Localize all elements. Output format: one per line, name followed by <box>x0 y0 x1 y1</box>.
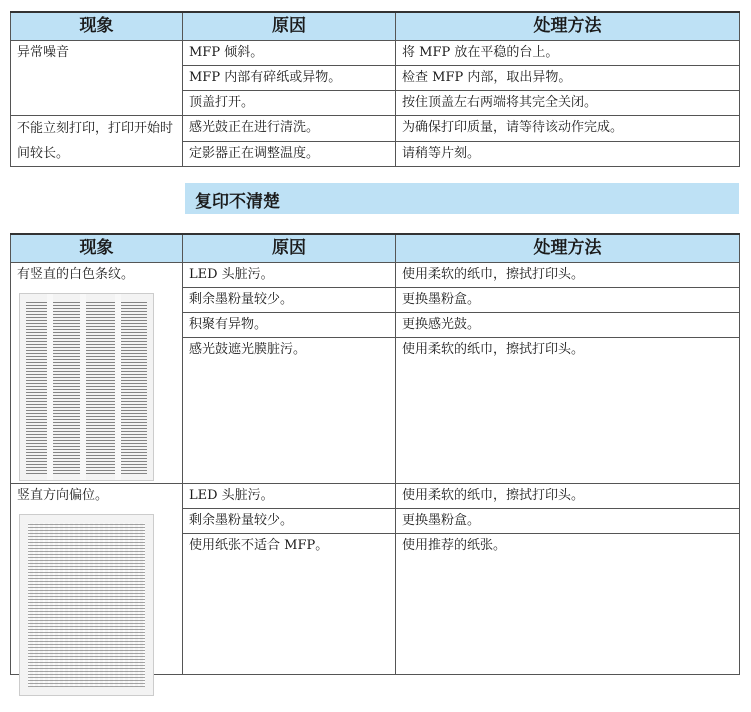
cause-cell: 剩余墨粉量较少。 <box>183 288 396 313</box>
section-header <box>185 183 739 214</box>
solution-cell: 使用柔软的纸巾，擦拭打印头。 <box>396 338 740 484</box>
cause-cell: 使用纸张不适合 MFP。 <box>183 534 396 675</box>
cause-cell: LED 头脏污。 <box>183 263 396 288</box>
cause-cell: 积聚有异物。 <box>183 313 396 338</box>
symptom-cell <box>11 484 183 675</box>
symptom-text: 竖直方向偏位。 <box>17 488 109 503</box>
solution-cell: 使用推荐的纸张。 <box>396 534 740 675</box>
solution-cell: 更换墨粉盒。 <box>396 509 740 534</box>
header-symptom: 现象 <box>11 12 183 41</box>
cause-cell: MFP 内部有碎纸或异物。 <box>183 66 396 91</box>
solution-cell: 检查 MFP 内部，取出异物。 <box>396 66 740 91</box>
vertical-misalignment-sample-image <box>19 514 154 696</box>
troubleshooting-table-noise <box>10 11 740 167</box>
solution-cell: 为确保打印质量，请等待该动作完成。 <box>396 116 740 142</box>
solution-cell: 请稍等片刻。 <box>396 141 740 167</box>
symptom-cell: 不能立刻打印，打印开始时间较长。 <box>11 116 183 167</box>
section-title: 复印不清楚 <box>195 192 280 212</box>
symptom-cell <box>11 263 183 484</box>
header-cause: 原因 <box>183 234 396 263</box>
solution-cell: 将 MFP 放在平稳的台上。 <box>396 41 740 66</box>
solution-cell: 更换感光鼓。 <box>396 313 740 338</box>
header-solution: 处理方法 <box>396 234 740 263</box>
header-cause: 原因 <box>183 12 396 41</box>
white-streaks-sample-image <box>19 293 154 481</box>
solution-cell: 使用柔软的纸巾，擦拭打印头。 <box>396 484 740 509</box>
cause-cell: LED 头脏污。 <box>183 484 396 509</box>
solution-cell: 更换墨粉盒。 <box>396 288 740 313</box>
header-solution: 处理方法 <box>396 12 740 41</box>
header-symptom: 现象 <box>11 234 183 263</box>
symptom-cell: 异常噪音 <box>11 41 183 116</box>
cause-cell: MFP 倾斜。 <box>183 41 396 66</box>
cause-cell: 定影器正在调整温度。 <box>183 141 396 167</box>
cause-cell: 感光鼓正在进行清洗。 <box>183 116 396 142</box>
cause-cell: 顶盖打开。 <box>183 91 396 116</box>
troubleshooting-table-print-quality <box>10 233 740 675</box>
symptom-text: 有竖直的白色条纹。 <box>17 267 135 282</box>
solution-cell: 按住顶盖左右两端将其完全关闭。 <box>396 91 740 116</box>
solution-cell: 使用柔软的纸巾，擦拭打印头。 <box>396 263 740 288</box>
cause-cell: 感光鼓遮光膜脏污。 <box>183 338 396 484</box>
cause-cell: 剩余墨粉量较少。 <box>183 509 396 534</box>
